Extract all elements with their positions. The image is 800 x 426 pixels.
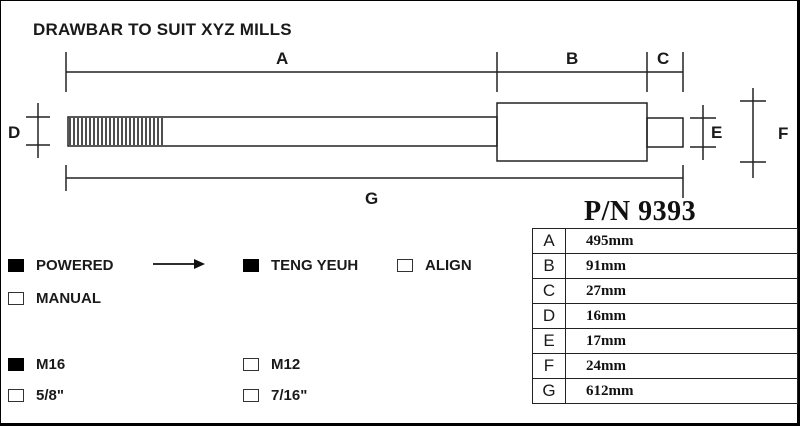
- spec-table: [532, 228, 798, 404]
- dim-label-g: G: [365, 189, 379, 208]
- drawbar-collar: [497, 103, 647, 161]
- five-eighths-checkbox[interactable]: [8, 389, 24, 402]
- manual-checkbox[interactable]: [8, 292, 24, 305]
- m16-label: M16: [36, 356, 66, 373]
- spec-key: E: [533, 329, 566, 354]
- align-label: ALIGN: [425, 257, 472, 274]
- spec-key: D: [533, 304, 566, 329]
- spec-key: A: [533, 229, 566, 254]
- five-eighths-label: 5/8": [36, 387, 64, 404]
- m12-checkbox[interactable]: [243, 358, 259, 371]
- table-row: [533, 304, 798, 329]
- table-row: [533, 354, 798, 379]
- dim-label-c: C: [657, 49, 670, 68]
- drawbar-end-stub: [647, 118, 683, 147]
- spec-value: 17mm: [566, 329, 798, 354]
- arrow-right-icon: [153, 259, 205, 269]
- option-m16[interactable]: [8, 356, 65, 373]
- drawbar-shaft: [68, 117, 497, 146]
- spec-value: 24mm: [566, 354, 798, 379]
- spec-key: F: [533, 354, 566, 379]
- spec-value: 495mm: [566, 229, 798, 254]
- part-number: P/N 9393: [584, 196, 697, 227]
- spec-value: 91mm: [566, 254, 798, 279]
- table-row: [533, 379, 798, 404]
- teng-yeuh-checkbox[interactable]: [243, 259, 259, 272]
- powered-checkbox[interactable]: [8, 259, 24, 272]
- option-teng-yeuh[interactable]: [243, 257, 358, 274]
- table-row: [533, 254, 798, 279]
- dim-label-e: E: [711, 123, 723, 142]
- dim-label-f: F: [778, 124, 789, 143]
- teng-yeuh-label: TENG YEUH: [271, 257, 359, 274]
- manual-label: MANUAL: [36, 290, 101, 307]
- seven-sixteenths-label: 7/16": [271, 387, 308, 404]
- dim-label-b: B: [566, 49, 579, 68]
- spec-key: B: [533, 254, 566, 279]
- m12-label: M12: [271, 356, 301, 373]
- thread-section: [70, 118, 162, 145]
- diagram-title: DRAWBAR TO SUIT XYZ MILLS: [33, 20, 292, 39]
- table-row: [533, 229, 798, 254]
- m16-checkbox[interactable]: [8, 358, 24, 371]
- option-align[interactable]: [397, 257, 472, 274]
- align-checkbox[interactable]: [397, 259, 413, 272]
- seven-sixteenths-checkbox[interactable]: [243, 389, 259, 402]
- spec-value: 612mm: [566, 379, 798, 404]
- spec-key: C: [533, 279, 566, 304]
- table-row: [533, 329, 798, 354]
- dim-label-a: A: [276, 49, 289, 68]
- table-row: [533, 279, 798, 304]
- option-five-eighths[interactable]: [8, 387, 64, 404]
- option-seven-sixteenths[interactable]: [243, 387, 307, 404]
- dim-label-d: D: [8, 123, 21, 142]
- option-manual[interactable]: [8, 290, 101, 307]
- option-powered[interactable]: [8, 257, 114, 274]
- spec-value: 16mm: [566, 304, 798, 329]
- option-m12[interactable]: [243, 356, 300, 373]
- powered-label: POWERED: [36, 257, 114, 274]
- spec-value: 27mm: [566, 279, 798, 304]
- spec-key: G: [533, 379, 566, 404]
